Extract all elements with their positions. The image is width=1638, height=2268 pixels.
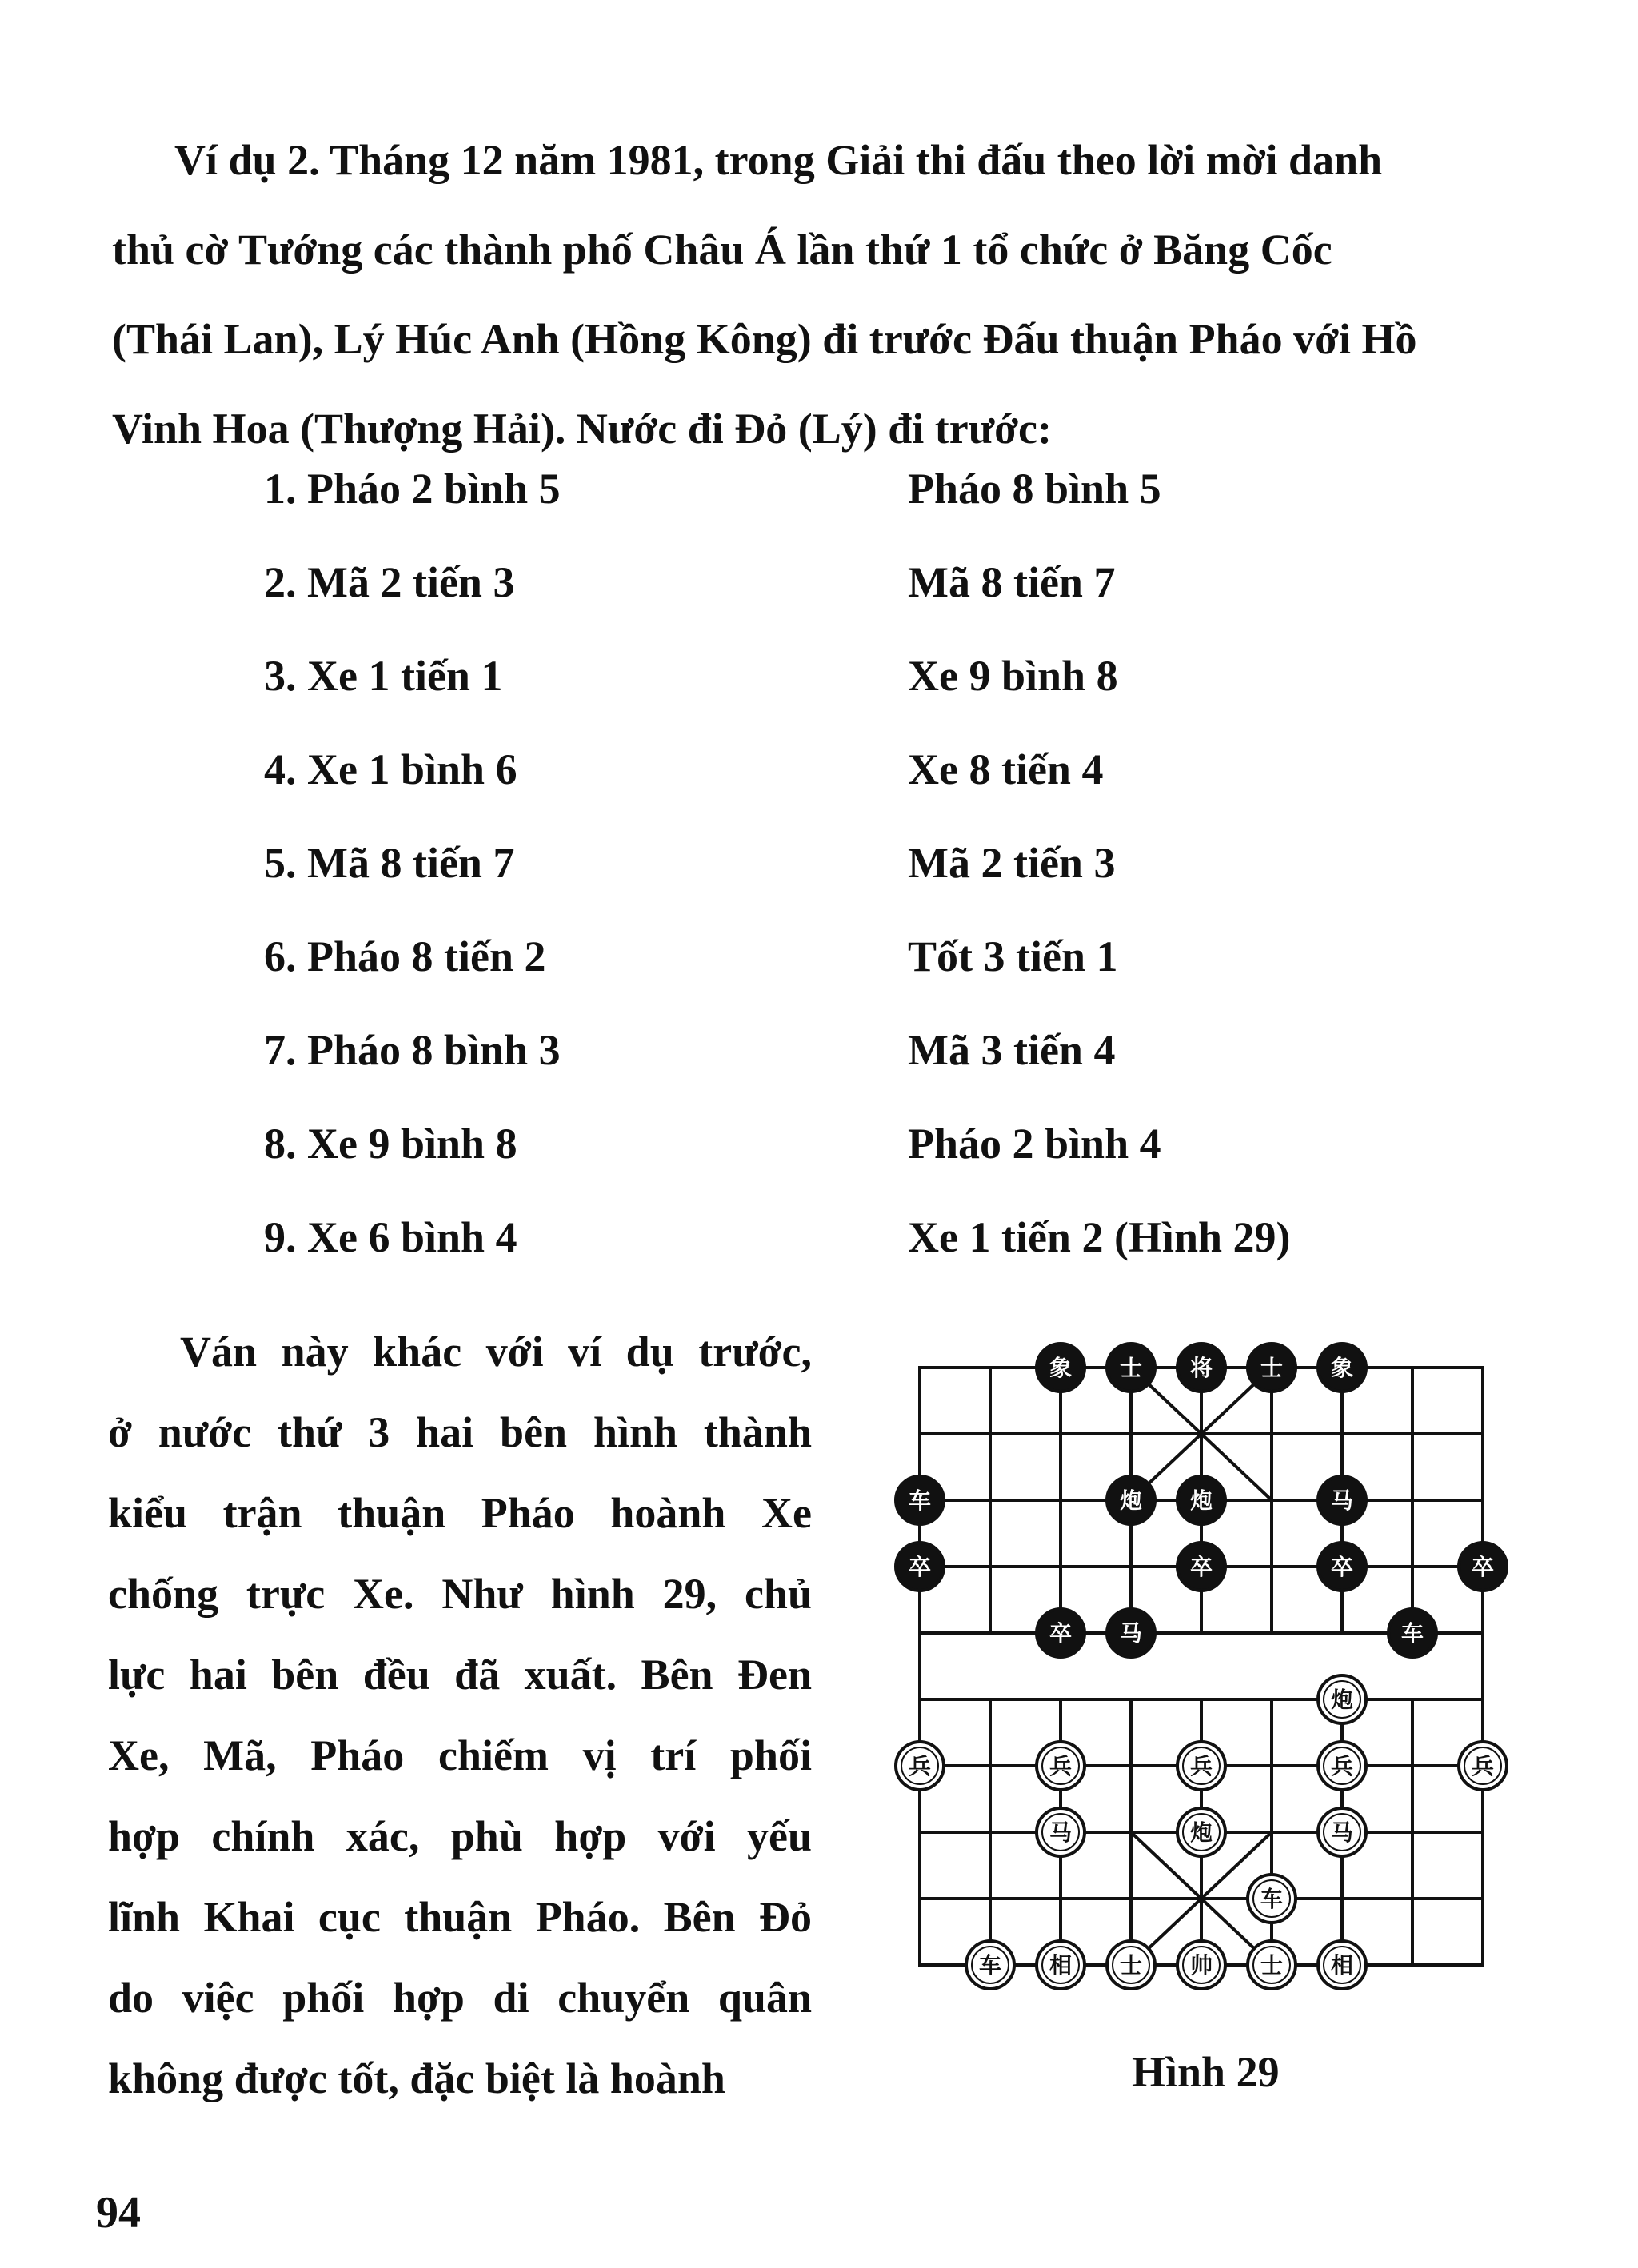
intro-line-1: Ví dụ 2. Tháng 12 năm 1981, trong Giải thi đấu theo lời mời danh	[174, 136, 1383, 184]
intro-line-2: thủ cờ Tướng các thành phố Châu Á lần thứ 1 tổ chức ở Băng Cốc	[112, 226, 1332, 274]
black-move: Pháo 2 bình 4	[908, 1120, 1161, 1168]
body-line: Xe, Mã, Pháo chiếm vị trí phối	[108, 1731, 812, 1779]
svg-text:兵: 兵	[1049, 1753, 1073, 1779]
red-piece	[966, 1941, 1014, 1989]
red-piece	[1318, 1742, 1366, 1790]
page-number: 94	[96, 2188, 141, 2238]
svg-text:炮: 炮	[1189, 1487, 1213, 1514]
move-row	[0, 557, 1638, 651]
black-move: Mã 8 tiến 7	[908, 558, 1116, 606]
red-move: 9. Xe 6 bình 4	[264, 1213, 517, 1261]
body-line: lực hai bên đều đã xuất. Bên Đen	[108, 1651, 812, 1699]
svg-text:炮: 炮	[1330, 1687, 1354, 1713]
xiangqi-board	[864, 1312, 1520, 1999]
svg-text:相: 相	[1330, 1952, 1354, 1979]
black-piece	[1177, 1344, 1225, 1392]
red-piece	[1037, 1941, 1085, 1989]
svg-text:马: 马	[1330, 1819, 1354, 1846]
black-move: Tốt 3 tiến 1	[908, 932, 1118, 980]
svg-text:士: 士	[1119, 1952, 1143, 1979]
red-piece	[1459, 1742, 1507, 1790]
red-move: 3. Xe 1 tiến 1	[264, 652, 503, 700]
black-move: Xe 1 tiến 2 (Hình 29)	[908, 1213, 1291, 1261]
red-move: 7. Pháo 8 bình 3	[264, 1026, 561, 1074]
body-line: do việc phối hợp di chuyển quân	[108, 1974, 812, 2022]
red-piece	[1037, 1808, 1085, 1856]
black-piece	[1318, 1543, 1366, 1591]
svg-text:卒: 卒	[1330, 1554, 1354, 1580]
red-piece	[1318, 1941, 1366, 1989]
intro-line-3: (Thái Lan), Lý Húc Anh (Hồng Kông) đi trước Đấu thuận Pháo với Hồ	[112, 315, 1417, 363]
body-line: kiểu trận thuận Pháo hoành Xe	[108, 1489, 812, 1537]
red-move: 5. Mã 8 tiến 7	[264, 839, 515, 887]
black-piece	[896, 1543, 944, 1591]
black-piece	[1459, 1543, 1507, 1591]
red-piece	[1177, 1742, 1225, 1790]
svg-text:兵: 兵	[1330, 1753, 1354, 1779]
red-piece	[1177, 1941, 1225, 1989]
black-move: Mã 3 tiến 4	[908, 1026, 1116, 1074]
red-move: 1. Pháo 2 bình 5	[264, 465, 561, 513]
red-piece	[1177, 1808, 1225, 1856]
red-move: 6. Pháo 8 tiến 2	[264, 932, 546, 980]
red-piece	[1318, 1808, 1366, 1856]
body-line: lĩnh Khai cục thuận Pháo. Bên Đỏ	[108, 1893, 812, 1941]
svg-text:卒: 卒	[1049, 1620, 1073, 1647]
body-line: hợp chính xác, phù hợp với yếu	[108, 1812, 812, 1860]
move-row	[0, 1025, 1638, 1119]
move-row	[0, 1212, 1638, 1306]
black-piece	[1318, 1344, 1366, 1392]
move-row	[0, 745, 1638, 838]
red-move: 2. Mã 2 tiến 3	[264, 558, 515, 606]
svg-text:车: 车	[1400, 1620, 1424, 1647]
intro-paragraph	[112, 115, 1552, 473]
svg-text:卒: 卒	[1471, 1554, 1495, 1580]
svg-text:卒: 卒	[1189, 1554, 1213, 1580]
red-piece	[1318, 1675, 1366, 1723]
black-piece	[1037, 1344, 1085, 1392]
black-piece	[1388, 1609, 1436, 1657]
xiangqi-board-figure	[864, 1312, 1520, 1999]
move-row	[0, 838, 1638, 932]
black-move: Mã 2 tiến 3	[908, 839, 1116, 887]
svg-text:车: 车	[978, 1952, 1002, 1979]
red-piece	[1248, 1941, 1296, 1989]
svg-text:象: 象	[1330, 1355, 1354, 1381]
svg-text:将: 将	[1189, 1355, 1213, 1381]
body-line: Ván này khác với ví dụ trước,	[180, 1328, 812, 1376]
svg-text:帅: 帅	[1189, 1952, 1213, 1979]
black-piece	[1037, 1609, 1085, 1657]
black-piece	[1107, 1476, 1155, 1524]
black-piece	[1177, 1476, 1225, 1524]
svg-text:兵: 兵	[908, 1753, 932, 1779]
intro-line-4: Vinh Hoa (Thượng Hải). Nước đi Đỏ (Lý) đi trước:	[112, 405, 1052, 453]
svg-text:卒: 卒	[908, 1554, 932, 1580]
black-move: Xe 9 bình 8	[908, 652, 1118, 700]
figure-caption: Hình 29	[1132, 2048, 1280, 2096]
black-move: Xe 8 tiến 4	[908, 745, 1104, 793]
black-piece	[896, 1476, 944, 1524]
body-line: không được tốt, đặc biệt là hoành	[108, 2054, 725, 2102]
black-piece	[1248, 1344, 1296, 1392]
svg-text:马: 马	[1330, 1487, 1354, 1514]
move-list	[0, 464, 1638, 1306]
black-piece	[1107, 1344, 1155, 1392]
body-line: chống trực Xe. Như hình 29, chủ	[108, 1570, 812, 1618]
red-piece	[1248, 1875, 1296, 1923]
black-piece	[1318, 1476, 1366, 1524]
svg-text:兵: 兵	[1471, 1753, 1495, 1779]
svg-text:马: 马	[1049, 1819, 1073, 1846]
move-row	[0, 932, 1638, 1025]
svg-text:象: 象	[1049, 1355, 1073, 1381]
body-line: ở nước thứ 3 hai bên hình thành	[108, 1408, 812, 1456]
black-move: Pháo 8 bình 5	[908, 465, 1161, 513]
svg-text:车: 车	[1260, 1886, 1284, 1912]
black-piece	[1177, 1543, 1225, 1591]
red-move: 4. Xe 1 bình 6	[264, 745, 517, 793]
move-row	[0, 1119, 1638, 1212]
body-paragraph	[108, 1312, 812, 2119]
svg-text:士: 士	[1260, 1952, 1284, 1979]
svg-text:相: 相	[1049, 1952, 1073, 1979]
svg-text:车: 车	[908, 1487, 932, 1514]
black-piece	[1107, 1609, 1155, 1657]
red-move: 8. Xe 9 bình 8	[264, 1120, 517, 1168]
svg-text:士: 士	[1119, 1355, 1143, 1381]
red-piece	[896, 1742, 944, 1790]
svg-text:士: 士	[1260, 1355, 1284, 1381]
svg-text:马: 马	[1119, 1620, 1143, 1647]
red-piece	[1107, 1941, 1155, 1989]
svg-text:炮: 炮	[1119, 1487, 1143, 1514]
svg-text:炮: 炮	[1189, 1819, 1213, 1846]
move-row	[0, 651, 1638, 745]
move-row	[0, 464, 1638, 557]
svg-text:兵: 兵	[1189, 1753, 1213, 1779]
red-piece	[1037, 1742, 1085, 1790]
